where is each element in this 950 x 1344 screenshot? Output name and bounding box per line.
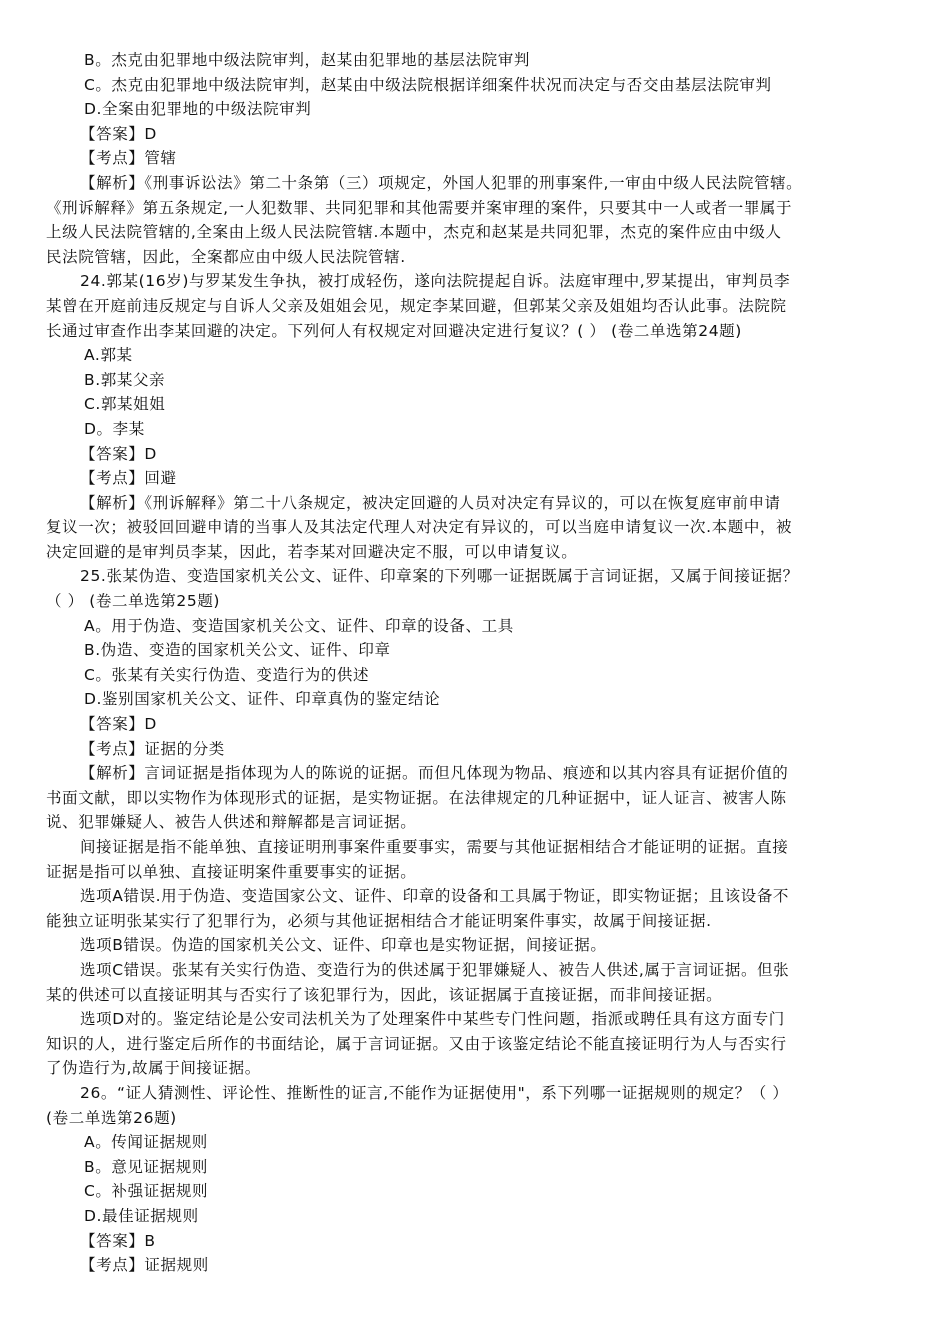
text-line: 知识的人，进行鉴定后所作的书面结论，属于言词证据。又由于该鉴定结论不能直接证明行为人与否实行 — [46, 1034, 787, 1053]
text-line: 选项C错误。张某有关实行伪造、变造行为的供述属于犯罪嫌疑人、被告人供述,属于言词证据。但张 — [80, 960, 790, 979]
text-line: 长通过审查作出李某回避的决定。下列何人有权规定对回避决定进行复议？( ） (卷二单选第24题) — [46, 321, 742, 340]
text-line: (卷二单选第26题) — [46, 1108, 177, 1127]
text-line: B。杰克由犯罪地中级法院审判，赵某由犯罪地的基层法院审判 — [84, 51, 530, 69]
text-line: 《刑诉解释》第五条规定,一人犯数罪、共同犯罪和其他需要并案审理的案件，只要其中一人或者一罪属于 — [46, 198, 793, 217]
text-line: 【解析】《刑诉解释》第二十八条规定，被决定回避的人员对决定有异议的，可以在恢复庭审前申请 — [80, 493, 781, 512]
text-line: 24.郭某(16岁)与罗某发生争执，被打成轻伤，遂向法院提起自诉。法庭审理中,罗某提出，审判员李 — [80, 272, 791, 291]
text-line: 选项A错误.用于伪造、变造国家公文、证件、印章的设备和工具属于物证，即实物证据；且该设备不 — [80, 887, 790, 906]
text-line: 【考点】管辖 — [80, 149, 177, 168]
text-line: 【答案】D — [80, 124, 157, 143]
text-line: 25.张某伪造、变造国家机关公文、证件、印章案的下列哪一证据既属于言词证据，又属于间接证据？ — [80, 567, 799, 586]
text-line: 证据是指可以单独、直接证明案件重要事实的证据。 — [46, 862, 417, 881]
text-line: C。补强证据规则 — [84, 1182, 209, 1201]
text-line: 了伪造行为,故属于间接证据。 — [46, 1059, 261, 1078]
text-line: 某的供述可以直接证明其与否实行了该犯罪行为，因此，该证据属于直接证据，而非间接证据。 — [46, 985, 723, 1004]
text-line: （ ） (卷二单选第25题) — [46, 592, 221, 611]
text-line: 选项B错误。伪造的国家机关公文、证件、印章也是实物证据，间接证据。 — [80, 936, 607, 955]
text-line: B。意见证据规则 — [84, 1157, 208, 1176]
text-line: 间接证据是指不能单独、直接证明刑事案件重要事实，需要与其他证据相结合才能证明的证据。直接 — [80, 838, 789, 856]
text-line: 某曾在开庭前违反规定与自诉人父亲及姐姐会见，规定李某回避，但郭某父亲及姐姐均否认此事。法院院 — [46, 296, 787, 315]
text-line: D.最佳证据规则 — [84, 1206, 199, 1225]
text-line: D。李某 — [84, 419, 145, 438]
text-line: 能独立证明张某实行了犯罪行为，必须与其他证据相结合才能证明案件事实，故属于间接证据. — [46, 911, 712, 930]
text-line: 【解析】《刑事诉讼法》第二十条第（三）项规定，外国人犯罪的刑事案件,一审由中级人民法院管辖。 — [80, 173, 803, 192]
text-line: 复议一次；被驳回回避申请的当事人及其法定代理人对决定有异议的，可以当庭申请复议一次.本题中，被 — [46, 518, 793, 537]
text-line: C。杰克由犯罪地中级法院审判，赵某由中级法院根据详细案件状况而决定与否交由基层法院审判 — [84, 75, 772, 94]
text-line: 【解析】言词证据是指体现为人的陈说的证据。而但凡体现为物品、痕迹和以其内容具有证据价值的 — [80, 764, 789, 783]
text-line: 说、犯罪嫌疑人、被告人供述和辩解都是言词证据。 — [46, 813, 417, 832]
text-line: 决定回避的是审判员李某，因此，若李某对回避决定不服，可以申请复议。 — [46, 542, 578, 561]
text-line: C.郭某姐姐 — [84, 395, 166, 414]
text-line: 选项D对的。鉴定结论是公安司法机关为了处理案件中某些专门性问题，指派或聘任具有这方面专门 — [80, 1010, 785, 1029]
text-line: 民法院管辖，因此，全案都应由中级人民法院管辖. — [46, 247, 406, 266]
text-line: B.伪造、变造的国家机关公文、证件、印章 — [84, 641, 391, 660]
text-line: B.郭某父亲 — [84, 370, 166, 389]
text-line: 上级人民法院管辖的,全案由上级人民法院管辖.本题中，杰克和赵某是共同犯罪，杰克的案件应由中级人 — [46, 223, 782, 242]
text-line: A。传闻证据规则 — [84, 1133, 208, 1152]
text-line: C。张某有关实行伪造、变造行为的供述 — [84, 665, 370, 684]
text-line: 【答案】B — [80, 1231, 156, 1250]
text-line: 【答案】D — [80, 444, 157, 463]
text-line: 26。“证人猜测性、评论性、推断性的证言,不能作为证据使用"，系下列哪一证据规则的规定？（ ） — [80, 1083, 789, 1102]
text-line: D.鉴别国家机关公文、证件、印章真伪的鉴定结论 — [84, 690, 441, 709]
text-line: 【考点】证据的分类 — [80, 739, 225, 758]
text-line: A.郭某 — [84, 346, 133, 365]
text-line: 【考点】回避 — [80, 469, 177, 488]
text-line: D.全案由犯罪地的中级法院审判 — [84, 100, 312, 119]
text-line: 书面文献，即以实物作为体现形式的证据，是实物证据。在法律规定的几种证据中，证人证言、被害人陈 — [46, 788, 787, 807]
text-line: 【答案】D — [80, 715, 157, 734]
text-line: A。用于伪造、变造国家机关公文、证件、印章的设备、工具 — [84, 616, 514, 635]
text-line: 【考点】证据规则 — [80, 1256, 209, 1275]
